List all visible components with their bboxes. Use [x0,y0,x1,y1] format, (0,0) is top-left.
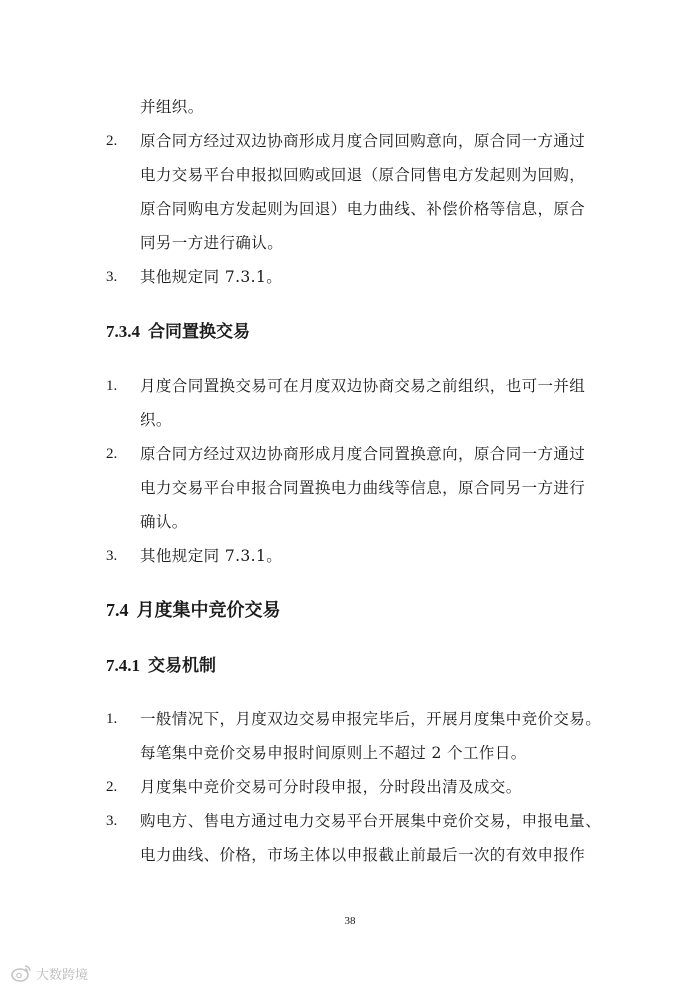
list-line: 织。 [140,411,172,429]
list-line: 原合同方经过双边协商形成月度合同置换意向，原合同一方通过 [140,445,586,463]
list-line: 电力交易平台申报合同置换电力曲线等信息，原合同另一方进行 [140,479,586,497]
section-heading-7-3-4 [106,321,250,343]
list-line: 原合同方经过双边协商形成月度合同回购意向，原合同一方通过 [140,132,586,150]
list-number: 2. [106,133,118,149]
page-number: 38 [344,915,356,927]
section-title: 交易机制 [148,656,216,676]
section-number: 7.4 [106,600,129,620]
list-number: 3. [106,548,118,564]
list-line: 每笔集中竞价交易申报时间原则上不超过 2 个工作日。 [140,744,527,762]
list-number: 3. [106,269,118,285]
continued-line: 并组织。 [140,98,204,116]
section-title: 合同置换交易 [148,322,250,342]
list-number: 2. [106,779,118,795]
watermark [10,962,88,984]
section-heading-7-4 [106,598,281,623]
list-line: 同另一方进行确认。 [140,234,284,252]
list-line: 原合同购电方发起则为回退）电力曲线、补偿价格等信息，原合 [140,200,586,218]
list-line: 确认。 [140,513,188,531]
section-number: 7.4.1 [106,656,140,675]
list-line: 电力曲线、价格，市场主体以申报截止前最后一次的有效申报作 [140,846,586,864]
list-line: 其他规定同 7.3.1。 [140,547,283,565]
list-line: 一般情况下，月度双边交易申报完毕后，开展月度集中竞价交易。 [140,710,602,728]
section-number: 7.3.4 [106,322,140,341]
list-number: 2. [106,446,118,462]
list-line: 其他规定同 7.3.1。 [140,268,283,286]
list-line: 月度合同置换交易可在月度双边协商交易之前组织，也可一并组 [140,377,586,395]
section-title: 月度集中竞价交易 [136,600,281,621]
list-number: 1. [106,711,118,727]
list-number: 1. [106,378,118,394]
list-line: 购电方、售电方通过电力交易平台开展集中竞价交易，申报电量、 [140,812,602,830]
list-number: 3. [106,813,118,829]
list-line: 月度集中竞价交易可分时段申报，分时段出清及成交。 [140,778,522,796]
weibo-logo-icon [10,963,32,983]
section-heading-7-4-1 [106,655,216,677]
list-line: 电力交易平台申报拟回购或回退（原合同售电方发起则为回购， [140,166,586,184]
watermark-text: 大数跨境 [36,967,89,983]
